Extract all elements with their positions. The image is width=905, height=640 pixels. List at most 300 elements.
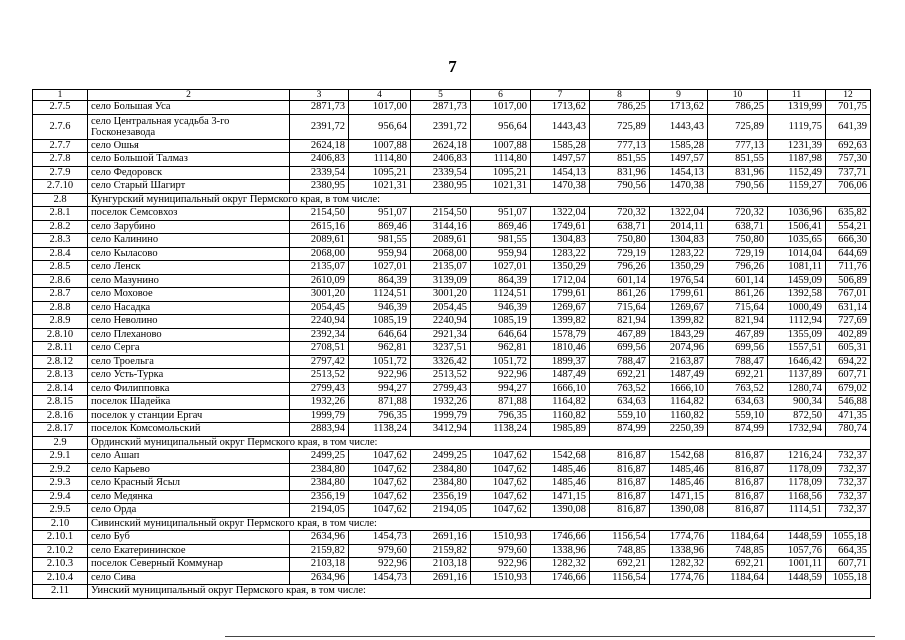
row-code: 2.9 xyxy=(33,436,88,450)
row-code: 2.8.10 xyxy=(33,328,88,342)
value-cell: 979,60 xyxy=(471,544,531,558)
value-cell: 1007,88 xyxy=(471,139,531,153)
value-cell: 2356,19 xyxy=(290,490,349,504)
table-row xyxy=(33,423,871,437)
value-cell: 2513,52 xyxy=(411,369,471,383)
table-row xyxy=(33,261,871,275)
value-cell: 638,71 xyxy=(708,220,768,234)
value-cell: 729,19 xyxy=(708,247,768,261)
value-cell: 1578,79 xyxy=(531,328,590,342)
value-cell: 981,55 xyxy=(349,234,411,248)
value-cell: 666,30 xyxy=(826,234,871,248)
value-cell: 1999,79 xyxy=(290,409,349,423)
value-cell: 1338,96 xyxy=(531,544,590,558)
value-cell: 1283,22 xyxy=(650,247,708,261)
value-cell: 816,87 xyxy=(590,477,650,491)
row-code: 2.8.8 xyxy=(33,301,88,315)
value-cell: 1585,28 xyxy=(650,139,708,153)
value-cell: 1666,10 xyxy=(650,382,708,396)
value-cell: 2871,73 xyxy=(411,101,471,115)
value-cell: 1036,96 xyxy=(768,207,826,221)
row-code: 2.7.8 xyxy=(33,153,88,167)
value-cell: 1152,49 xyxy=(768,166,826,180)
value-cell: 607,71 xyxy=(826,558,871,572)
row-code: 2.7.5 xyxy=(33,101,88,115)
value-cell: 2634,96 xyxy=(290,531,349,545)
row-code: 2.8.7 xyxy=(33,288,88,302)
value-cell: 1485,46 xyxy=(650,463,708,477)
value-cell: 2074,96 xyxy=(650,342,708,356)
value-cell: 2384,80 xyxy=(411,463,471,477)
value-cell: 1138,24 xyxy=(471,423,531,437)
value-cell: 2615,16 xyxy=(290,220,349,234)
value-cell: 1137,89 xyxy=(768,369,826,383)
value-cell: 646,64 xyxy=(471,328,531,342)
table-row xyxy=(33,369,871,383)
value-cell: 2499,25 xyxy=(411,450,471,464)
table-row xyxy=(33,409,871,423)
settlement-name: село Серга xyxy=(88,342,290,356)
value-cell: 2624,18 xyxy=(290,139,349,153)
value-cell: 3139,09 xyxy=(411,274,471,288)
value-cell: 1047,62 xyxy=(349,463,411,477)
row-code: 2.8.3 xyxy=(33,234,88,248)
value-cell: 790,56 xyxy=(708,180,768,194)
value-cell: 1114,51 xyxy=(768,504,826,518)
value-cell: 2339,54 xyxy=(411,166,471,180)
value-cell: 607,71 xyxy=(826,369,871,383)
value-cell: 1485,46 xyxy=(531,477,590,491)
value-cell: 1542,68 xyxy=(531,450,590,464)
value-cell: 816,87 xyxy=(590,504,650,518)
value-cell: 1976,54 xyxy=(650,274,708,288)
value-cell: 1454,13 xyxy=(650,166,708,180)
settlement-name: село Сива xyxy=(88,571,290,585)
value-cell: 780,74 xyxy=(826,423,871,437)
table-row xyxy=(33,301,871,315)
value-cell: 706,06 xyxy=(826,180,871,194)
value-cell: 951,07 xyxy=(471,207,531,221)
value-cell: 1487,49 xyxy=(650,369,708,383)
value-cell: 3412,94 xyxy=(411,423,471,437)
value-cell: 2380,95 xyxy=(411,180,471,194)
column-number-cell: 11 xyxy=(768,90,826,101)
value-cell: 634,63 xyxy=(590,396,650,410)
value-cell: 1124,51 xyxy=(471,288,531,302)
value-cell: 701,75 xyxy=(826,101,871,115)
settlement-name: село Орда xyxy=(88,504,290,518)
value-cell: 750,80 xyxy=(590,234,650,248)
value-cell: 559,10 xyxy=(590,409,650,423)
value-cell: 871,88 xyxy=(349,396,411,410)
column-number-cell: 4 xyxy=(349,90,411,101)
column-number-cell: 8 xyxy=(590,90,650,101)
value-cell: 1119,75 xyxy=(768,114,826,139)
table-row xyxy=(33,101,871,115)
settlement-name: село Усть-Турка xyxy=(88,369,290,383)
value-cell: 816,87 xyxy=(708,490,768,504)
value-cell: 1164,82 xyxy=(650,396,708,410)
value-cell: 1843,29 xyxy=(650,328,708,342)
value-cell: 2391,72 xyxy=(411,114,471,139)
table-row xyxy=(33,274,871,288)
value-cell: 725,89 xyxy=(708,114,768,139)
value-cell: 1510,93 xyxy=(471,571,531,585)
column-number-cell: 5 xyxy=(411,90,471,101)
value-cell: 1007,88 xyxy=(349,139,411,153)
value-cell: 1160,82 xyxy=(531,409,590,423)
value-cell: 732,37 xyxy=(826,463,871,477)
value-cell: 1160,82 xyxy=(650,409,708,423)
value-cell: 3001,20 xyxy=(290,288,349,302)
value-cell: 951,07 xyxy=(349,207,411,221)
value-cell: 1454,73 xyxy=(349,571,411,585)
table-row xyxy=(33,531,871,545)
value-cell: 1932,26 xyxy=(411,396,471,410)
value-cell: 2406,83 xyxy=(290,153,349,167)
value-cell: 1646,42 xyxy=(768,355,826,369)
row-code: 2.10.1 xyxy=(33,531,88,545)
value-cell: 796,26 xyxy=(590,261,650,275)
district-row xyxy=(33,193,871,207)
row-code: 2.7.9 xyxy=(33,166,88,180)
value-cell: 634,63 xyxy=(708,396,768,410)
value-cell: 1047,62 xyxy=(471,477,531,491)
value-cell: 1081,11 xyxy=(768,261,826,275)
value-cell: 962,81 xyxy=(349,342,411,356)
value-cell: 1138,24 xyxy=(349,423,411,437)
settlement-name: село Плеханово xyxy=(88,328,290,342)
value-cell: 748,85 xyxy=(590,544,650,558)
value-cell: 546,88 xyxy=(826,396,871,410)
value-cell: 2356,19 xyxy=(411,490,471,504)
value-cell: 2634,96 xyxy=(290,571,349,585)
value-cell: 2154,50 xyxy=(411,207,471,221)
settlement-name: село Насадка xyxy=(88,301,290,315)
value-cell: 763,52 xyxy=(708,382,768,396)
value-cell: 1184,64 xyxy=(708,571,768,585)
value-cell: 2240,94 xyxy=(290,315,349,329)
value-cell: 1542,68 xyxy=(650,450,708,464)
table-row xyxy=(33,247,871,261)
value-cell: 1338,96 xyxy=(650,544,708,558)
value-cell: 946,39 xyxy=(471,301,531,315)
row-code: 2.8.14 xyxy=(33,382,88,396)
value-cell: 646,64 xyxy=(349,328,411,342)
table-row xyxy=(33,463,871,477)
value-cell: 699,56 xyxy=(708,342,768,356)
value-cell: 1114,80 xyxy=(349,153,411,167)
table-row xyxy=(33,328,871,342)
row-code: 2.7.10 xyxy=(33,180,88,194)
value-cell: 635,82 xyxy=(826,207,871,221)
row-code: 2.10 xyxy=(33,517,88,531)
value-cell: 1746,66 xyxy=(531,531,590,545)
column-number-cell: 7 xyxy=(531,90,590,101)
settlement-name: село Екатерининское xyxy=(88,544,290,558)
value-cell: 777,13 xyxy=(708,139,768,153)
settlement-name: село Зарубино xyxy=(88,220,290,234)
value-cell: 2406,83 xyxy=(411,153,471,167)
row-code: 2.8.16 xyxy=(33,409,88,423)
value-cell: 1282,32 xyxy=(531,558,590,572)
value-cell: 1713,62 xyxy=(650,101,708,115)
value-cell: 831,96 xyxy=(590,166,650,180)
value-cell: 732,37 xyxy=(826,504,871,518)
value-cell: 1448,59 xyxy=(768,531,826,545)
value-cell: 727,69 xyxy=(826,315,871,329)
table-row xyxy=(33,139,871,153)
value-cell: 715,64 xyxy=(708,301,768,315)
value-cell: 2135,07 xyxy=(411,261,471,275)
row-code: 2.8 xyxy=(33,193,88,207)
value-cell: 715,64 xyxy=(590,301,650,315)
value-cell: 2380,95 xyxy=(290,180,349,194)
table-row xyxy=(33,544,871,558)
table-row xyxy=(33,504,871,518)
district-name: Кунгурский муниципальный округ Пермского края, в том числе: xyxy=(88,193,871,207)
column-number-cell: 6 xyxy=(471,90,531,101)
value-cell: 1487,49 xyxy=(531,369,590,383)
value-cell: 864,39 xyxy=(471,274,531,288)
value-cell: 692,21 xyxy=(708,558,768,572)
table-row xyxy=(33,166,871,180)
value-cell: 956,64 xyxy=(349,114,411,139)
value-cell: 1021,31 xyxy=(471,180,531,194)
value-cell: 1231,39 xyxy=(768,139,826,153)
value-cell: 959,94 xyxy=(471,247,531,261)
value-cell: 1454,13 xyxy=(531,166,590,180)
value-cell: 1047,62 xyxy=(471,450,531,464)
value-cell: 2610,09 xyxy=(290,274,349,288)
table-row xyxy=(33,180,871,194)
settlement-name: село Мазунино xyxy=(88,274,290,288)
value-cell: 2163,87 xyxy=(650,355,708,369)
value-cell: 1017,00 xyxy=(349,101,411,115)
value-cell: 786,25 xyxy=(590,101,650,115)
value-cell: 1047,62 xyxy=(471,490,531,504)
value-cell: 2799,43 xyxy=(411,382,471,396)
value-cell: 1164,82 xyxy=(531,396,590,410)
value-cell: 788,47 xyxy=(590,355,650,369)
value-cell: 601,14 xyxy=(708,274,768,288)
page-number: 7 xyxy=(448,57,457,76)
value-cell: 2391,72 xyxy=(290,114,349,139)
value-cell: 946,39 xyxy=(349,301,411,315)
column-number-cell: 3 xyxy=(290,90,349,101)
value-cell: 816,87 xyxy=(708,504,768,518)
value-cell: 861,26 xyxy=(708,288,768,302)
value-cell: 1095,21 xyxy=(349,166,411,180)
value-cell: 872,50 xyxy=(768,409,826,423)
row-code: 2.9.2 xyxy=(33,463,88,477)
value-cell: 2089,61 xyxy=(411,234,471,248)
settlement-name: село Старый Шагирт xyxy=(88,180,290,194)
value-cell: 1470,38 xyxy=(650,180,708,194)
value-cell: 1051,72 xyxy=(349,355,411,369)
value-cell: 767,01 xyxy=(826,288,871,302)
value-cell: 864,39 xyxy=(349,274,411,288)
value-cell: 554,21 xyxy=(826,220,871,234)
value-cell: 1666,10 xyxy=(531,382,590,396)
value-cell: 816,87 xyxy=(590,490,650,504)
value-cell: 1390,08 xyxy=(531,504,590,518)
value-cell: 679,02 xyxy=(826,382,871,396)
value-cell: 962,81 xyxy=(471,342,531,356)
table-row xyxy=(33,342,871,356)
value-cell: 1390,08 xyxy=(650,504,708,518)
bottom-divider xyxy=(225,636,875,637)
value-cell: 3001,20 xyxy=(411,288,471,302)
value-cell: 922,96 xyxy=(471,369,531,383)
district-name: Уинский муниципальный округ Пермского края, в том числе: xyxy=(88,585,871,599)
value-cell: 732,37 xyxy=(826,450,871,464)
value-cell: 2159,82 xyxy=(411,544,471,558)
value-cell: 1810,46 xyxy=(531,342,590,356)
value-cell: 1712,04 xyxy=(531,274,590,288)
value-cell: 2135,07 xyxy=(290,261,349,275)
table-row xyxy=(33,450,871,464)
value-cell: 1178,09 xyxy=(768,477,826,491)
value-cell: 732,37 xyxy=(826,490,871,504)
value-cell: 1280,74 xyxy=(768,382,826,396)
value-cell: 692,21 xyxy=(708,369,768,383)
value-cell: 821,94 xyxy=(708,315,768,329)
row-code: 2.8.5 xyxy=(33,261,88,275)
value-cell: 2708,51 xyxy=(290,342,349,356)
row-code: 2.10.2 xyxy=(33,544,88,558)
settlement-name: поселок Северный Коммунар xyxy=(88,558,290,572)
value-cell: 1021,31 xyxy=(349,180,411,194)
value-cell: 786,25 xyxy=(708,101,768,115)
value-cell: 1485,46 xyxy=(650,477,708,491)
value-cell: 874,99 xyxy=(708,423,768,437)
value-cell: 1047,62 xyxy=(349,477,411,491)
value-cell: 720,32 xyxy=(708,207,768,221)
value-cell: 2054,45 xyxy=(411,301,471,315)
row-code: 2.8.2 xyxy=(33,220,88,234)
column-number-cell: 10 xyxy=(708,90,768,101)
value-cell: 1399,82 xyxy=(531,315,590,329)
value-cell: 1471,15 xyxy=(650,490,708,504)
settlement-name: село Моховое xyxy=(88,288,290,302)
row-code: 2.9.4 xyxy=(33,490,88,504)
value-cell: 1168,56 xyxy=(768,490,826,504)
row-code: 2.7.7 xyxy=(33,139,88,153)
value-cell: 2871,73 xyxy=(290,101,349,115)
value-cell: 1510,93 xyxy=(471,531,531,545)
district-row xyxy=(33,517,871,531)
value-cell: 861,26 xyxy=(590,288,650,302)
row-code: 2.9.5 xyxy=(33,504,88,518)
value-cell: 994,27 xyxy=(349,382,411,396)
value-cell: 874,99 xyxy=(590,423,650,437)
row-code: 2.8.9 xyxy=(33,315,88,329)
settlement-name: село Неволино xyxy=(88,315,290,329)
value-cell: 1187,98 xyxy=(768,153,826,167)
value-cell: 831,96 xyxy=(708,166,768,180)
value-cell: 2883,94 xyxy=(290,423,349,437)
value-cell: 757,30 xyxy=(826,153,871,167)
district-row xyxy=(33,585,871,599)
value-cell: 816,87 xyxy=(708,463,768,477)
column-number-cell: 12 xyxy=(826,90,871,101)
value-cell: 1746,66 xyxy=(531,571,590,585)
value-cell: 979,60 xyxy=(349,544,411,558)
value-cell: 694,22 xyxy=(826,355,871,369)
value-cell: 3326,42 xyxy=(411,355,471,369)
value-cell: 871,88 xyxy=(471,396,531,410)
value-cell: 638,71 xyxy=(590,220,650,234)
table-row xyxy=(33,571,871,585)
value-cell: 1322,04 xyxy=(650,207,708,221)
settlement-name: село Ашап xyxy=(88,450,290,464)
value-cell: 467,89 xyxy=(590,328,650,342)
table-row xyxy=(33,558,871,572)
value-cell: 1184,64 xyxy=(708,531,768,545)
value-cell: 3144,16 xyxy=(411,220,471,234)
row-code: 2.8.13 xyxy=(33,369,88,383)
column-number-cell: 9 xyxy=(650,90,708,101)
value-cell: 1459,09 xyxy=(768,274,826,288)
table-row xyxy=(33,490,871,504)
value-cell: 790,56 xyxy=(590,180,650,194)
value-cell: 467,89 xyxy=(708,328,768,342)
value-cell: 851,55 xyxy=(590,153,650,167)
value-cell: 631,14 xyxy=(826,301,871,315)
settlement-name: село Федоровск xyxy=(88,166,290,180)
value-cell: 729,19 xyxy=(590,247,650,261)
value-cell: 2240,94 xyxy=(411,315,471,329)
settlement-name: поселок у станции Ергач xyxy=(88,409,290,423)
value-cell: 2384,80 xyxy=(290,477,349,491)
value-cell: 1350,29 xyxy=(531,261,590,275)
value-cell: 471,35 xyxy=(826,409,871,423)
row-code: 2.11 xyxy=(33,585,88,599)
value-cell: 699,56 xyxy=(590,342,650,356)
value-cell: 2054,45 xyxy=(290,301,349,315)
value-cell: 1047,62 xyxy=(349,504,411,518)
settlement-name: поселок Семсовхоз xyxy=(88,207,290,221)
value-cell: 1454,73 xyxy=(349,531,411,545)
value-cell: 711,76 xyxy=(826,261,871,275)
column-number-cell: 2 xyxy=(88,90,290,101)
value-cell: 1269,67 xyxy=(650,301,708,315)
value-cell: 796,35 xyxy=(349,409,411,423)
value-cell: 763,52 xyxy=(590,382,650,396)
settlement-name: село Красный Ясыл xyxy=(88,477,290,491)
value-cell: 2384,80 xyxy=(411,477,471,491)
tariff-table xyxy=(32,89,871,599)
value-cell: 1085,19 xyxy=(349,315,411,329)
row-code: 2.8.1 xyxy=(33,207,88,221)
value-cell: 1557,51 xyxy=(768,342,826,356)
table-row xyxy=(33,355,871,369)
value-cell: 1159,27 xyxy=(768,180,826,194)
settlement-name: село Троельга xyxy=(88,355,290,369)
value-cell: 402,89 xyxy=(826,328,871,342)
value-cell: 922,96 xyxy=(471,558,531,572)
value-cell: 1047,62 xyxy=(349,490,411,504)
value-cell: 816,87 xyxy=(708,477,768,491)
row-code: 2.9.3 xyxy=(33,477,88,491)
district-name: Ординский муниципальный округ Пермского края, в том числе: xyxy=(88,436,871,450)
settlement-name: село Ошья xyxy=(88,139,290,153)
value-cell: 2799,43 xyxy=(290,382,349,396)
value-cell: 1027,01 xyxy=(349,261,411,275)
settlement-name: село Большой Талмаз xyxy=(88,153,290,167)
value-cell: 2103,18 xyxy=(290,558,349,572)
